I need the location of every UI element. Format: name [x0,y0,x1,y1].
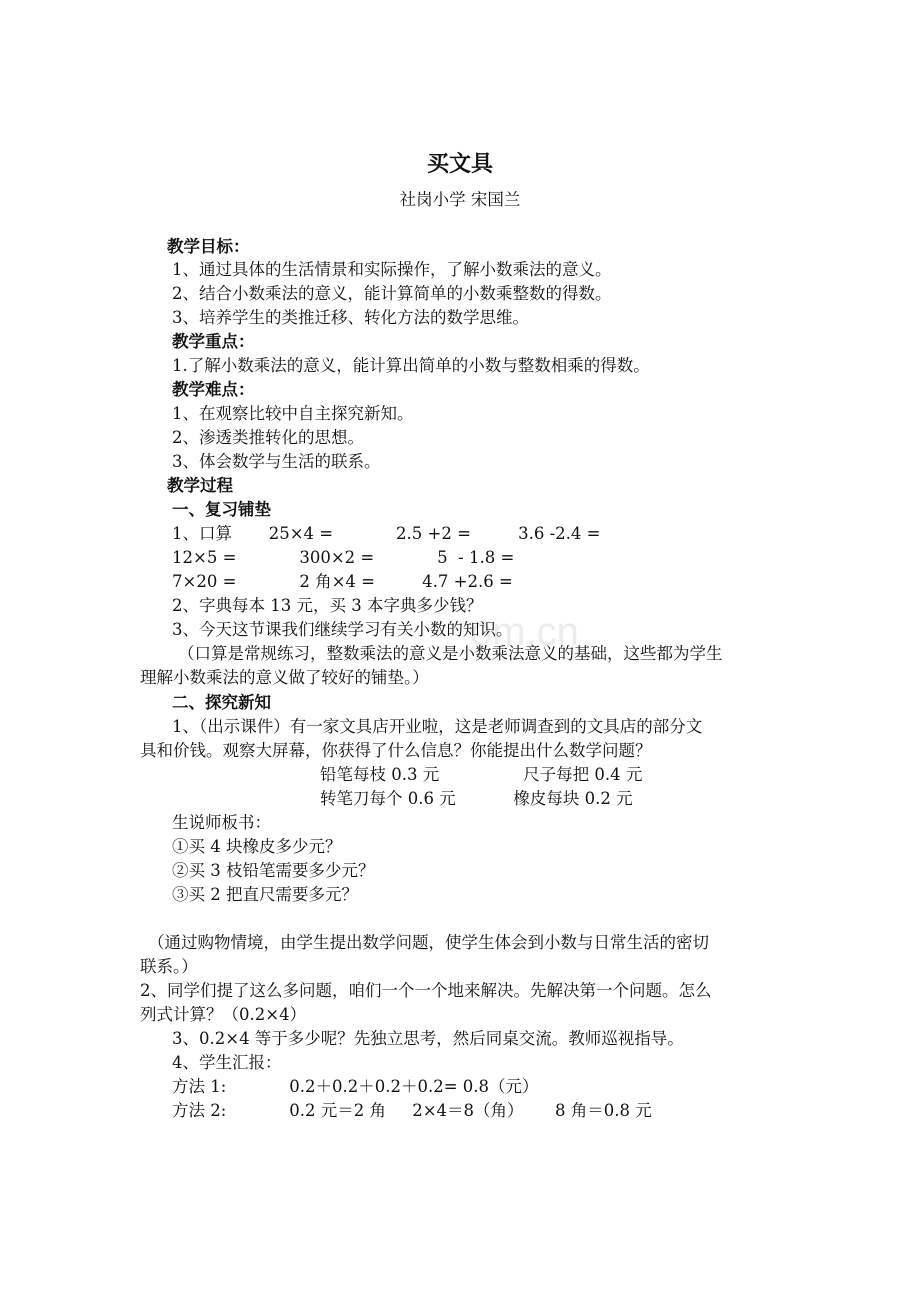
text-line: 3、0.2×4 等于多少呢？先独立思考，然后同桌交流。教师巡视指导。 [172,1029,684,1048]
note-line: （通过购物情境，由学生提出数学问题，使学生体会到小数与日常生活的密切 [148,933,709,952]
mental-math-row: 1、口算 25×4 = 2.5 +2 = 3.6 -2.4 = [172,524,601,543]
text-line: 2、字典每本 13 元，买 3 本字典多少钱？ [172,596,483,615]
heading-objectives: 教学目标： [167,237,250,256]
method-line: 方法 2: 0.2 元＝2 角 2×4＝8（角） 8 角＝0.8 元 [172,1101,652,1120]
text-line: 3、今天这节课我们继续学习有关小数的知识。 [172,620,513,639]
text-line: 2、渗透类推转化的思想。 [172,428,364,447]
question-item: ③买 2 把直尺需要多元？ [172,885,358,904]
text-line: 具和价钱。观察大屏幕，你获得了什么信息？你能提出什么数学问题？ [140,741,652,760]
note-line: 理解小数乘法的意义做了较好的铺垫。） [140,668,429,687]
question-item: ②买 3 枝铅笔需要多少元？ [172,861,375,880]
text-line: 1.了解小数乘法的意义，能计算出简单的小数与整数相乘的得数。 [172,356,650,375]
mental-math-row: 12×5 = 300×2 = 5 - 1.8 = [172,548,515,567]
price-row: 铅笔每枝 0.3 元 尺子每把 0.4 元 [320,765,643,784]
heading-difficulties: 教学难点： [172,380,255,399]
price-row: 转笔刀每个 0.6 元 橡皮每块 0.2 元 [320,789,633,808]
watermark: om.cn [470,610,579,654]
text-line: 2、结合小数乘法的意义，能计算简单的小数乘整数的得数。 [172,284,612,303]
document-title: 买文具 [426,152,493,177]
text-line: 3、体会数学与生活的联系。 [172,452,381,471]
text-line: 2、同学们提了这么多问题，咱们一个一个地来解决。先解决第一个问题。怎么 [140,981,712,1000]
question-item: ①买 4 块橡皮多少元？ [172,837,342,856]
note-line: （口算是常规练习，整数乘法的意义是小数乘法意义的基础，这些都为学生 [178,644,723,663]
text-line: 4、学生汇报： [172,1053,282,1072]
text-line: 1、在观察比较中自主探究新知。 [172,404,414,423]
author-line: 社岗小学 宋国兰 [399,190,521,209]
method-line: 方法 1: 0.2＋0.2＋0.2＋0.2= 0.8（元） [172,1077,539,1096]
mental-math-row: 7×20 = 2 角×4 = 4.7 +2.6 = [172,572,513,591]
text-line: 1、（出示课件）有一家文具店开业啦，这是老师调查到的文具店的部分文 [172,717,703,736]
heading-review: 一、复习铺垫 [172,500,271,519]
text-line: 1、通过具体的生活情景和实际操作，了解小数乘法的意义。 [172,260,612,279]
heading-key-points: 教学重点： [172,332,255,351]
heading-explore: 二、探究新知 [172,693,271,712]
text-line: 3、培养学生的类推迁移、转化方法的数学思维。 [172,308,529,327]
heading-process: 教学过程 [167,476,233,495]
note-line: 联系。） [140,957,198,976]
text-line: 列式计算？（0.2×4） [140,1005,307,1024]
text-line: 生说师板书： [172,813,271,832]
